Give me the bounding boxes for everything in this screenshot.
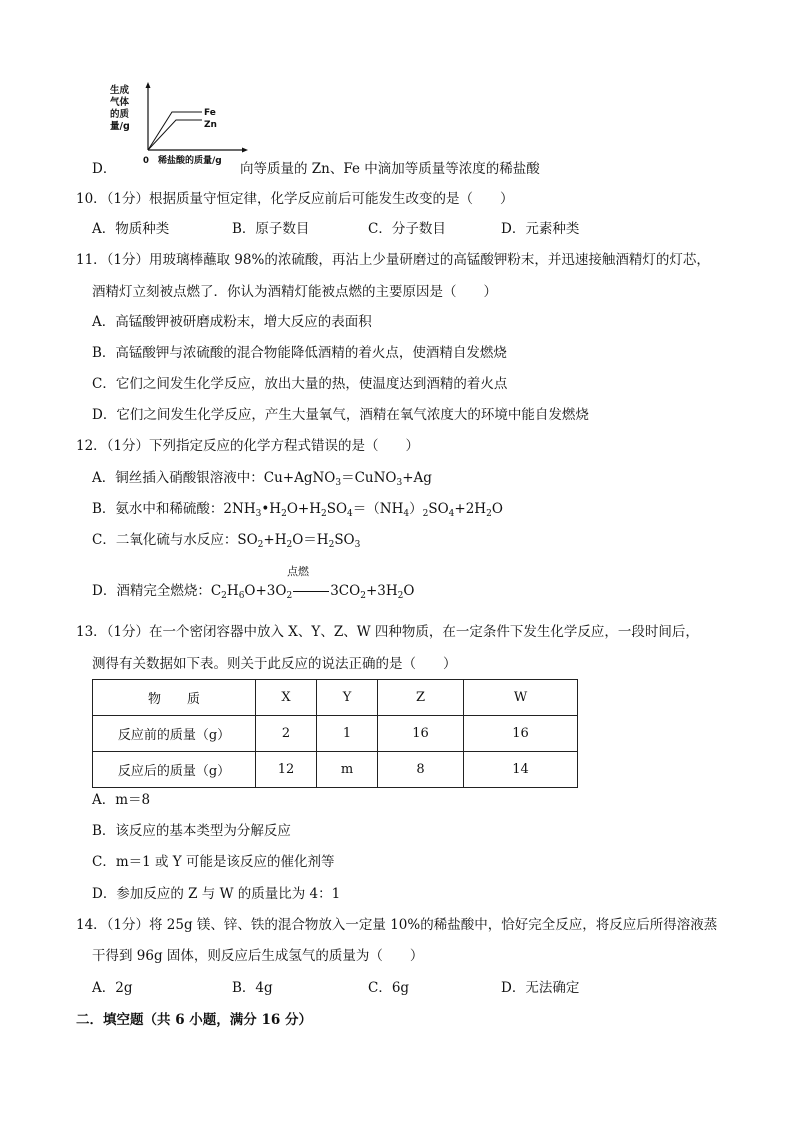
- q13-option-d: D．参加反应的 Z 与 W 的质量比为 4：1: [92, 886, 341, 902]
- table-cell: 14: [464, 752, 578, 788]
- graph-line-zn: [148, 120, 202, 150]
- table-row: [93, 752, 578, 788]
- table-header-cell: W: [464, 680, 578, 716]
- q12-stem: 12．（1分）下列指定反应的化学方程式错误的是（ ）: [76, 438, 420, 454]
- table-header-cell: X: [256, 680, 317, 716]
- q12-b-label: B．氨水中和稀硫酸：: [92, 501, 224, 517]
- table-cell: 12: [256, 752, 317, 788]
- q10-option-b: B．原子数目: [232, 221, 310, 237]
- q14-stem-2: 干得到 96g 固体，则反应后生成氢气的质量为（ ）: [92, 948, 424, 964]
- q14-option-a: A．2g: [92, 980, 133, 996]
- table-header-cell: Z: [378, 680, 464, 716]
- graph-line-fe: [148, 112, 202, 150]
- graph-xlabel: 稀盐酸的质量/g: [158, 156, 222, 166]
- q11-option-d: D．它们之间发生化学反应，产生大量氧气，酒精在氧气浓度大的环境中能自发燃烧: [92, 407, 589, 423]
- table-cell: 反应后的质量（g）: [93, 752, 256, 788]
- q11-option-a: A．高锰酸钾被研磨成粉末，增大反应的表面积: [92, 314, 372, 330]
- table-cell: m: [317, 752, 378, 788]
- q9-option-d-letter: D．: [92, 161, 117, 177]
- q13-option-c: C．m＝1 或 Y 可能是该反应的催化剂等: [92, 854, 335, 870]
- table-cell: 1: [317, 716, 378, 752]
- table-header-cell: Y: [317, 680, 378, 716]
- q11-stem-2: 酒精灯立刻被点燃了．你认为酒精灯能被点燃的主要原因是（ ）: [92, 284, 497, 300]
- table-row: [93, 716, 578, 752]
- q11-stem-1: 11．（1分）用玻璃棒蘸取 98%的浓硫酸，再沾上少量研磨过的高锰酸钾粉末，并迅速接触酒精灯的灯芯，: [76, 252, 710, 268]
- graph-y-arrow: [146, 82, 151, 88]
- q12-b-equation: $2NH_3•H_2O+H_2SO_4=(NH_4)_2SO_4+2H_2O$: [223, 501, 503, 519]
- q13-stem-1: 13．（1分）在一个密闭容器中放入 X、Y、Z、W 四种物质，在一定条件下发生化学反应，一段时间后，: [76, 624, 699, 640]
- q9-option-d-text: 向等质量的 Zn、Fe 中滴加等质量等浓度的稀盐酸: [240, 161, 540, 177]
- q12-c-equation: $SO_2+H_2O=H_2SO_3$: [237, 532, 361, 550]
- graph-label-zn: Zn: [204, 120, 217, 130]
- q12-a-equation: Cu+AgNO$_3$＝CuNO$_3$+Ag: [263, 470, 432, 488]
- q10-option-d: D．元素种类: [501, 221, 580, 237]
- graph-label-fe: Fe: [204, 108, 216, 118]
- table-cell: 反应前的质量（g）: [93, 716, 256, 752]
- q10-option-a: A．物质种类: [92, 221, 170, 237]
- table-cell: 2: [256, 716, 317, 752]
- q12-option-a: [92, 469, 432, 487]
- graph-ylabel-2: 气体: [110, 97, 130, 108]
- table-cell: 8: [378, 752, 464, 788]
- q10-stem: 10．（1分）根据质量守恒定律，化学反应前后可能发生改变的是（ ）: [76, 191, 514, 207]
- table-header-cell: 物 质: [93, 680, 256, 716]
- q12-d-condition: 点燃: [287, 565, 309, 578]
- equation-arrow-line: [293, 591, 329, 592]
- section-heading: 二．填空题（共 6 小题，满分 16 分）: [76, 1012, 312, 1028]
- q14-stem-1: 14．（1分）将 25g 镁、锌、铁的混合物放入一定量 10%的稀盐酸中，恰好完全反应，将反应后所得溶液蒸: [76, 917, 718, 933]
- q12-d-equation: $C_2H_6O+3O_2$ $3CO_2+3H_2O$: [210, 583, 415, 601]
- mass-vs-acid-graph: [110, 82, 250, 168]
- q12-d-label: D．酒精完全燃烧：: [92, 583, 211, 599]
- q12-c-label: C．二氧化硫与水反应：: [92, 532, 238, 548]
- graph-x-arrow: [242, 148, 248, 153]
- table-header-row: [93, 680, 578, 716]
- q13-option-b: B．该反应的基本类型为分解反应: [92, 823, 291, 839]
- q14-option-b: B．4g: [232, 980, 273, 996]
- q10-option-c: C．分子数目: [368, 221, 446, 237]
- q14-option-c: C．6g: [368, 980, 410, 996]
- q12-option-b: [92, 500, 503, 518]
- q13-data-table: [92, 679, 578, 788]
- graph-origin: 0: [143, 156, 149, 166]
- graph-ylabel-1: 生成: [110, 85, 130, 96]
- q12-option-d: [92, 582, 414, 600]
- table-cell: 16: [464, 716, 578, 752]
- graph-ylabel-3: 的质: [110, 109, 130, 120]
- q13-stem-2: 测得有关数据如下表。则关于此反应的说法正确的是（ ）: [92, 656, 457, 672]
- q11-option-b: B．高锰酸钾与浓硫酸的混合物能降低酒精的着火点，使酒精自发燃烧: [92, 345, 507, 361]
- q13-option-a: A．m＝8: [92, 792, 151, 808]
- q14-option-d: D．无法确定: [501, 980, 580, 996]
- q12-a-label: A．铜丝插入硝酸银溶液中：: [92, 470, 264, 486]
- q11-option-c: C．它们之间发生化学反应，放出大量的热，使温度达到酒精的着火点: [92, 376, 508, 392]
- table-cell: 16: [378, 716, 464, 752]
- graph-ylabel-4: 量/g: [110, 121, 130, 132]
- q12-option-c: [92, 531, 360, 549]
